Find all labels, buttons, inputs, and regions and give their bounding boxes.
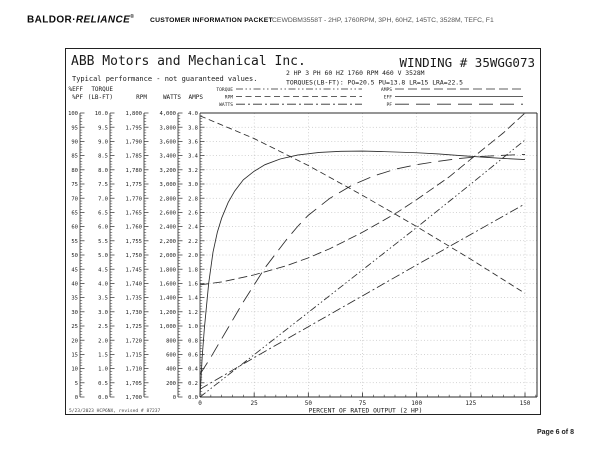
svg-text:7.0: 7.0 — [98, 196, 108, 203]
svg-text:45: 45 — [71, 267, 78, 274]
performance-chart-canvas — [65, 48, 541, 415]
torques-line: TORQUES(LB-FT): PO=20.5 PU=13.8 LR=15 LRA=22.5 — [286, 78, 463, 87]
svg-text:RPM: RPM — [224, 95, 233, 101]
svg-text:2.8: 2.8 — [188, 196, 198, 203]
svg-text:3.0: 3.0 — [98, 309, 108, 316]
svg-text:95: 95 — [71, 125, 78, 132]
svg-text:1,785: 1,785 — [125, 153, 142, 160]
svg-text:6.5: 6.5 — [98, 210, 108, 217]
chart-marks — [68, 86, 537, 415]
svg-text:8.5: 8.5 — [98, 153, 108, 160]
svg-text:1,750: 1,750 — [125, 253, 142, 260]
svg-text:4,000: 4,000 — [159, 111, 176, 118]
svg-text:800: 800 — [166, 338, 176, 345]
svg-text:AMPS: AMPS — [380, 87, 392, 93]
svg-text:0.8: 0.8 — [188, 338, 198, 345]
svg-text:2,200: 2,200 — [159, 238, 176, 245]
svg-text:400: 400 — [166, 366, 176, 373]
svg-text:3,200: 3,200 — [159, 167, 176, 174]
svg-text:80: 80 — [71, 167, 78, 174]
svg-text:1.2: 1.2 — [188, 309, 198, 316]
svg-text:1,200: 1,200 — [159, 309, 176, 316]
svg-text:600: 600 — [166, 352, 176, 359]
svg-text:1,700: 1,700 — [125, 395, 142, 402]
svg-text:1,400: 1,400 — [159, 295, 176, 302]
logo-baldor: BALDOR — [27, 14, 73, 26]
svg-text:3.0: 3.0 — [188, 182, 198, 189]
svg-text:8.0: 8.0 — [98, 167, 108, 174]
svg-text:AMPS: AMPS — [188, 94, 203, 101]
svg-text:1,790: 1,790 — [125, 139, 142, 146]
svg-text:1,720: 1,720 — [125, 338, 142, 345]
svg-text:3,000: 3,000 — [159, 182, 176, 189]
svg-text:2.2: 2.2 — [188, 238, 198, 245]
svg-text:0: 0 — [172, 395, 176, 402]
chart-company-title: ABB Motors and Mechanical Inc. — [71, 54, 306, 69]
svg-text:0.6: 0.6 — [188, 352, 198, 359]
svg-text:10.0: 10.0 — [94, 111, 108, 118]
svg-text:30: 30 — [71, 309, 78, 316]
svg-text:TORQUE: TORQUE — [91, 86, 113, 93]
svg-text:10: 10 — [71, 366, 78, 373]
svg-text:RPM: RPM — [136, 94, 147, 101]
svg-text:20: 20 — [71, 338, 78, 345]
svg-text:50: 50 — [304, 400, 312, 407]
svg-text:5.0: 5.0 — [98, 253, 108, 260]
svg-text:35: 35 — [71, 295, 78, 302]
svg-text:%EFF: %EFF — [68, 86, 83, 93]
svg-text:25: 25 — [71, 324, 78, 331]
svg-text:15: 15 — [71, 352, 78, 359]
svg-text:150: 150 — [519, 400, 531, 407]
svg-text:2,400: 2,400 — [159, 224, 176, 231]
svg-text:1.0: 1.0 — [98, 366, 108, 373]
catalog-description: CEWDBM3558T - 2HP, 1760RPM, 3PH, 60HZ, 145TC, 3528M, TEFC, F1 — [272, 16, 494, 24]
svg-text:EFF: EFF — [383, 95, 392, 101]
svg-text:1,000: 1,000 — [159, 324, 176, 331]
svg-text:50: 50 — [71, 253, 78, 260]
svg-text:65: 65 — [71, 210, 78, 217]
svg-text:0: 0 — [198, 400, 202, 407]
svg-text:5.5: 5.5 — [98, 238, 108, 245]
svg-text:1.8: 1.8 — [188, 267, 198, 274]
svg-text:2,000: 2,000 — [159, 253, 176, 260]
svg-text:%PF: %PF — [72, 94, 83, 101]
svg-text:4.5: 4.5 — [98, 267, 108, 274]
svg-text:75: 75 — [358, 400, 367, 407]
svg-text:200: 200 — [166, 380, 176, 387]
logo-dot: · — [72, 14, 76, 26]
svg-text:3.2: 3.2 — [188, 167, 198, 174]
svg-text:4.0: 4.0 — [188, 111, 198, 118]
svg-text:85: 85 — [71, 153, 78, 160]
svg-text:3,800: 3,800 — [159, 125, 176, 132]
svg-text:1,765: 1,765 — [125, 210, 142, 217]
svg-text:2.0: 2.0 — [98, 338, 108, 345]
svg-text:4.0: 4.0 — [98, 281, 108, 288]
svg-text:3,400: 3,400 — [159, 153, 176, 160]
page-number: Page 6 of 8 — [537, 429, 574, 436]
svg-text:1.5: 1.5 — [98, 352, 108, 359]
svg-text:1.4: 1.4 — [188, 295, 198, 302]
baldor-reliance-logo — [27, 14, 134, 25]
chart-footnote: 5/23/2023 HCP6NX, revised # 87237 — [69, 409, 161, 414]
svg-text:1,800: 1,800 — [125, 111, 142, 118]
svg-text:0.0: 0.0 — [188, 395, 198, 402]
svg-text:0.5: 0.5 — [98, 380, 108, 387]
svg-text:1,745: 1,745 — [125, 267, 142, 274]
svg-text:7.5: 7.5 — [98, 182, 108, 189]
svg-text:1,775: 1,775 — [125, 182, 142, 189]
svg-text:1,715: 1,715 — [125, 352, 142, 359]
chart-subtitle: Typical performance - not guaranteed values. — [72, 75, 258, 83]
svg-text:2.0: 2.0 — [188, 253, 198, 260]
svg-text:1,800: 1,800 — [159, 267, 176, 274]
svg-text:PF: PF — [386, 103, 392, 108]
svg-text:TORQUE: TORQUE — [216, 87, 233, 93]
svg-text:1,795: 1,795 — [125, 125, 142, 132]
svg-text:1,740: 1,740 — [125, 281, 142, 288]
svg-text:WATTS: WATTS — [219, 103, 233, 108]
svg-text:25: 25 — [250, 400, 258, 407]
svg-text:1,755: 1,755 — [125, 238, 142, 245]
svg-text:5: 5 — [74, 380, 78, 387]
svg-text:WATTS: WATTS — [162, 94, 181, 101]
svg-text:3,600: 3,600 — [159, 139, 176, 146]
svg-text:1,705: 1,705 — [125, 380, 142, 387]
svg-text:1,730: 1,730 — [125, 309, 142, 316]
svg-text:1,735: 1,735 — [125, 295, 142, 302]
performance-chart-frame — [65, 48, 541, 415]
svg-text:3.8: 3.8 — [188, 125, 198, 132]
chart-border — [66, 49, 541, 415]
svg-text:3.4: 3.4 — [188, 153, 198, 160]
svg-text:PERCENT OF RATED OUTPUT (2 HP): PERCENT OF RATED OUTPUT (2 HP) — [308, 407, 423, 415]
svg-text:1,760: 1,760 — [125, 224, 142, 231]
svg-text:125: 125 — [465, 400, 477, 407]
svg-text:0.4: 0.4 — [188, 366, 198, 373]
svg-text:60: 60 — [71, 224, 78, 231]
svg-text:100: 100 — [411, 400, 423, 407]
svg-text:3.6: 3.6 — [188, 139, 198, 146]
svg-text:1,710: 1,710 — [125, 366, 142, 373]
packet-title: CUSTOMER INFORMATION PACKET — [150, 17, 273, 24]
svg-text:2,600: 2,600 — [159, 210, 176, 217]
svg-text:1.0: 1.0 — [188, 324, 198, 331]
winding-number: WINDING # 35WGG073 — [399, 55, 535, 70]
svg-text:75: 75 — [71, 182, 78, 189]
registered-mark-icon: ® — [130, 14, 135, 20]
svg-text:6.0: 6.0 — [98, 224, 108, 231]
svg-text:9.5: 9.5 — [98, 125, 108, 132]
svg-text:1,725: 1,725 — [125, 324, 142, 331]
spec-line: 2 HP 3 PH 60 HZ 1760 RPM 460 V 3528M — [286, 69, 425, 77]
svg-text:3.5: 3.5 — [98, 295, 108, 302]
svg-text:2.6: 2.6 — [188, 210, 198, 217]
svg-text:2.4: 2.4 — [188, 224, 198, 231]
logo-reliance: RELIANCE — [75, 14, 131, 26]
svg-text:1.6: 1.6 — [188, 281, 198, 288]
svg-text:(LB-FT): (LB-FT) — [87, 94, 113, 101]
svg-text:0: 0 — [74, 395, 78, 402]
svg-text:1,780: 1,780 — [125, 167, 142, 174]
svg-text:0.0: 0.0 — [98, 395, 108, 402]
svg-text:1,770: 1,770 — [125, 196, 142, 203]
svg-text:2,800: 2,800 — [159, 196, 176, 203]
svg-text:90: 90 — [71, 139, 78, 146]
svg-text:2.5: 2.5 — [98, 324, 108, 331]
svg-text:70: 70 — [71, 196, 78, 203]
svg-text:0.2: 0.2 — [188, 380, 198, 387]
svg-text:9.0: 9.0 — [98, 139, 108, 146]
svg-text:55: 55 — [71, 238, 78, 245]
svg-text:1,600: 1,600 — [159, 281, 176, 288]
svg-text:40: 40 — [71, 281, 78, 288]
svg-text:100: 100 — [68, 111, 78, 118]
